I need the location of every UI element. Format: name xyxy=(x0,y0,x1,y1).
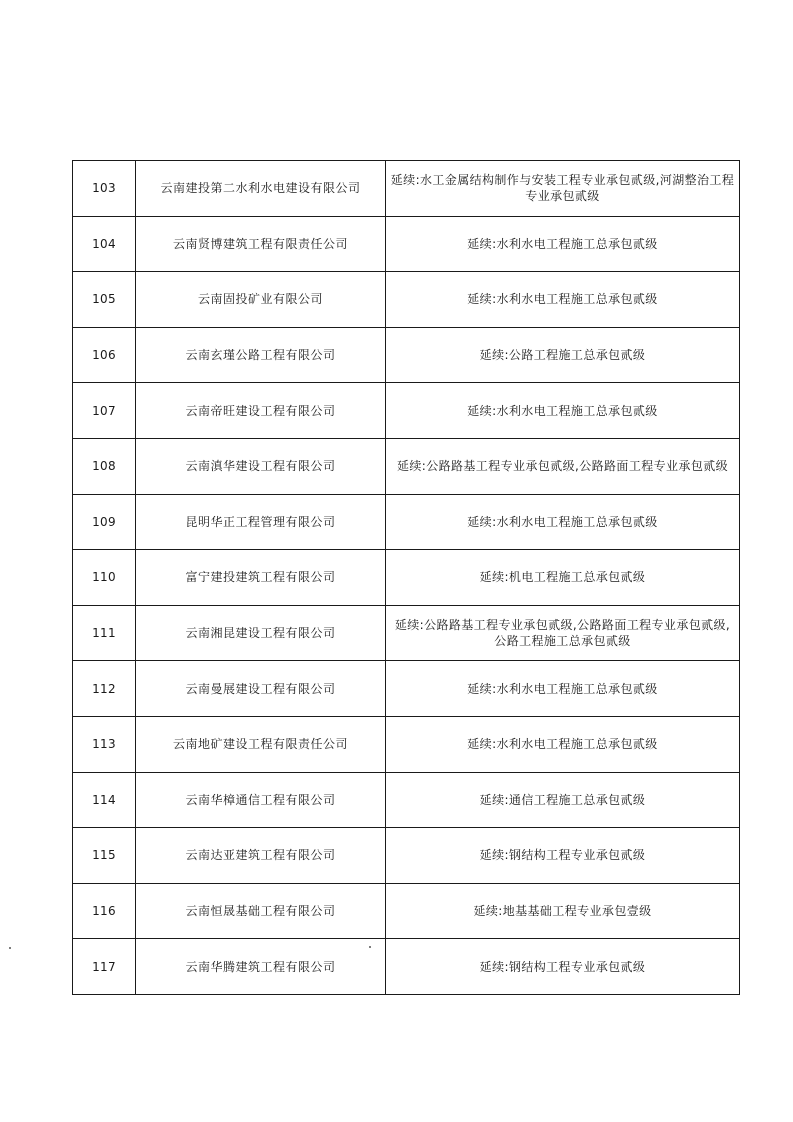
table-body xyxy=(73,161,740,995)
row-number-cell: 110 xyxy=(73,550,136,606)
table-row xyxy=(73,716,740,772)
row-number-cell: 117 xyxy=(73,939,136,995)
table-row xyxy=(73,828,740,884)
qualification-cell: 延续:水工金属结构制作与安装工程专业承包贰级,河湖整治工程专业承包贰级 xyxy=(386,161,740,217)
table-row xyxy=(73,327,740,383)
table-row xyxy=(73,605,740,661)
company-name-cell: 云南华樟通信工程有限公司 xyxy=(136,772,386,828)
table-row xyxy=(73,494,740,550)
table-row xyxy=(73,550,740,606)
company-name-cell: 富宁建投建筑工程有限公司 xyxy=(136,550,386,606)
row-number-cell: 106 xyxy=(73,327,136,383)
row-number-cell: 112 xyxy=(73,661,136,717)
row-number-cell: 111 xyxy=(73,605,136,661)
row-number-cell: 104 xyxy=(73,216,136,272)
table-row xyxy=(73,383,740,439)
qualification-cell: 延续:钢结构工程专业承包贰级 xyxy=(386,828,740,884)
qualification-cell: 延续:水利水电工程施工总承包贰级 xyxy=(386,272,740,328)
company-name-cell: 云南恒晟基础工程有限公司 xyxy=(136,883,386,939)
company-name-cell: 昆明华正工程管理有限公司 xyxy=(136,494,386,550)
table-row xyxy=(73,772,740,828)
row-number-cell: 115 xyxy=(73,828,136,884)
company-name-cell: 云南固投矿业有限公司 xyxy=(136,272,386,328)
table-row xyxy=(73,216,740,272)
qualification-table xyxy=(72,160,740,995)
company-name-cell: 云南滇华建设工程有限公司 xyxy=(136,438,386,494)
qualification-cell: 延续:公路工程施工总承包贰级 xyxy=(386,327,740,383)
row-number-cell: 113 xyxy=(73,716,136,772)
qualification-cell: 延续:水利水电工程施工总承包贰级 xyxy=(386,661,740,717)
company-name-cell: 云南玄瑾公路工程有限公司 xyxy=(136,327,386,383)
scan-speck xyxy=(369,946,371,948)
qualification-cell: 延续:水利水电工程施工总承包贰级 xyxy=(386,383,740,439)
company-name-cell: 云南地矿建设工程有限责任公司 xyxy=(136,716,386,772)
row-number-cell: 114 xyxy=(73,772,136,828)
table-row xyxy=(73,161,740,217)
qualification-cell: 延续:水利水电工程施工总承包贰级 xyxy=(386,716,740,772)
qualification-cell: 延续:钢结构工程专业承包贰级 xyxy=(386,939,740,995)
table-row xyxy=(73,272,740,328)
row-number-cell: 116 xyxy=(73,883,136,939)
scan-speck xyxy=(9,947,11,949)
company-name-cell: 云南华腾建筑工程有限公司 xyxy=(136,939,386,995)
qualification-cell: 延续:机电工程施工总承包贰级 xyxy=(386,550,740,606)
table-row xyxy=(73,438,740,494)
row-number-cell: 109 xyxy=(73,494,136,550)
company-name-cell: 云南达亚建筑工程有限公司 xyxy=(136,828,386,884)
company-name-cell: 云南曼展建设工程有限公司 xyxy=(136,661,386,717)
row-number-cell: 105 xyxy=(73,272,136,328)
company-name-cell: 云南贤博建筑工程有限责任公司 xyxy=(136,216,386,272)
qualification-cell: 延续:地基基础工程专业承包壹级 xyxy=(386,883,740,939)
table-row xyxy=(73,661,740,717)
company-name-cell: 云南帝旺建设工程有限公司 xyxy=(136,383,386,439)
qualification-cell: 延续:通信工程施工总承包贰级 xyxy=(386,772,740,828)
qualification-cell: 延续:水利水电工程施工总承包贰级 xyxy=(386,216,740,272)
company-name-cell: 云南建投第二水利水电建设有限公司 xyxy=(136,161,386,217)
company-name-cell: 云南湘昆建设工程有限公司 xyxy=(136,605,386,661)
row-number-cell: 108 xyxy=(73,438,136,494)
row-number-cell: 107 xyxy=(73,383,136,439)
qualification-cell: 延续:公路路基工程专业承包贰级,公路路面工程专业承包贰级 xyxy=(386,438,740,494)
table-row xyxy=(73,883,740,939)
table-row xyxy=(73,939,740,995)
qualification-cell: 延续:水利水电工程施工总承包贰级 xyxy=(386,494,740,550)
qualification-cell: 延续:公路路基工程专业承包贰级,公路路面工程专业承包贰级,公路工程施工总承包贰级 xyxy=(386,605,740,661)
row-number-cell: 103 xyxy=(73,161,136,217)
